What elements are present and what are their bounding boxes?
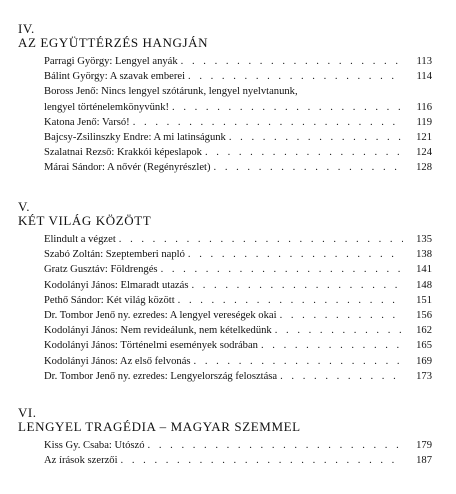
- dot-leader: [133, 115, 403, 130]
- entry-title: Szalatnai Rezső: Krakkói képeslapok: [44, 147, 202, 159]
- entry-page-number: 151: [416, 294, 432, 306]
- dot-leader: [188, 247, 403, 262]
- entry-title: Dr. Tombor Jenő ny. ezredes: A lengyel vereségek okai: [44, 310, 277, 322]
- entry-page-number: 119: [416, 116, 432, 128]
- dot-leader: [261, 338, 403, 353]
- entry-title: Szabó Zoltán: Szeptemberi napló: [44, 249, 185, 261]
- entry-title: Dr. Tombor Jenő ny. ezredes: Lengyelország felosztása: [44, 370, 278, 382]
- entry-page-number: 162: [416, 325, 432, 337]
- toc-entry: [44, 115, 432, 130]
- dot-leader: [214, 160, 403, 175]
- toc-section-vi: [18, 406, 438, 468]
- entry-title: Kodolányi János: Történelmi események sodrában: [44, 340, 258, 352]
- toc-entry: [44, 69, 432, 84]
- entry-page-number: 179: [416, 440, 432, 451]
- toc-entry: [44, 278, 432, 293]
- toc-entry: [44, 453, 432, 468]
- entry-page-number: 148: [416, 279, 432, 291]
- toc-entry: [44, 438, 432, 453]
- entry-page-number: 114: [416, 71, 432, 83]
- toc-entry: [44, 84, 432, 114]
- dot-leader: [172, 100, 403, 115]
- dot-leader: [161, 262, 403, 277]
- dot-leader: [275, 323, 403, 338]
- toc-entry: [44, 160, 432, 175]
- entry-page-number: 169: [416, 355, 432, 367]
- entry-page-number: 138: [416, 249, 432, 261]
- dot-leader: [121, 453, 403, 468]
- toc-entry: [44, 293, 432, 308]
- entry-page-number: 135: [416, 234, 432, 245]
- entry-title: lengyel történelemkönyvünk!: [44, 101, 170, 113]
- entry-page-number: 173: [416, 370, 432, 382]
- toc-entry: [44, 354, 432, 369]
- toc-entry: [44, 145, 432, 160]
- entry-title: Bálint György: A szavak emberei: [44, 71, 186, 83]
- entry-page-number: 116: [416, 101, 432, 113]
- dot-leader: [280, 369, 403, 384]
- entry-page-number: 156: [416, 310, 432, 322]
- toc-entry: [44, 247, 432, 262]
- dot-leader: [194, 354, 403, 369]
- entry-title-first-line: Boross Jenő: Nincs lengyel szótárunk, lengyel nyelvtanunk,: [44, 86, 298, 98]
- dot-leader: [280, 308, 403, 323]
- entry-title: Kiss Gy. Csaba: Utószó: [44, 440, 145, 451]
- toc-entry: [44, 262, 432, 277]
- toc-section-v: [18, 200, 438, 384]
- section-number: VI.: [18, 405, 37, 420]
- entry-title: Az írások szerzői: [44, 455, 118, 467]
- entry-page-number: 187: [416, 455, 432, 467]
- dot-leader: [148, 438, 403, 453]
- toc-entry: [44, 308, 432, 323]
- entry-title: Katona Jenő: Varsó!: [44, 116, 130, 128]
- dot-leader: [119, 232, 403, 247]
- section-number: IV.: [18, 21, 35, 36]
- toc-entry: [44, 130, 432, 145]
- entry-title: Kodolányi János: Az első felvonás: [44, 355, 191, 367]
- entry-title: Pethő Sándor: Két világ között: [44, 294, 175, 306]
- toc-entry: [44, 232, 432, 247]
- entry-title: Gratz Gusztáv: Földrengés: [44, 264, 158, 276]
- dot-leader: [229, 130, 403, 145]
- entry-page-number: 141: [416, 264, 432, 276]
- entry-title: Elindult a végzet: [44, 234, 116, 245]
- dot-leader: [188, 69, 403, 84]
- toc-entry: [44, 369, 432, 384]
- section-heading: LENGYEL TRAGÉDIA – MAGYAR SZEMMEL: [18, 419, 301, 434]
- toc-entry: [44, 323, 432, 338]
- entry-page-number: 165: [416, 340, 432, 352]
- toc-section-iv: [18, 22, 438, 176]
- entry-title: Parragi György: Lengyel anyák: [44, 56, 178, 67]
- entry-page-number: 128: [416, 162, 432, 174]
- toc-entry: [44, 54, 432, 69]
- entry-page-number: 124: [416, 147, 432, 159]
- toc-entry: [44, 338, 432, 353]
- entry-page-number: 113: [416, 56, 432, 67]
- section-number: V.: [18, 199, 30, 214]
- dot-leader: [191, 278, 403, 293]
- entry-page-number: 121: [416, 132, 432, 144]
- dot-leader: [181, 54, 403, 69]
- entry-title: Kodolányi János: Elmaradt utazás: [44, 279, 189, 291]
- entry-title: Márai Sándor: A nővér (Regényrészlet): [44, 162, 211, 174]
- section-heading: KÉT VILÁG KÖZÖTT: [18, 213, 152, 228]
- section-heading: AZ EGYÜTTÉRZÉS HANGJÁN: [18, 35, 209, 50]
- entry-title: Bajcsy-Zsilinszky Endre: A mi latinságunk: [44, 132, 226, 144]
- entry-title: Kodolányi János: Nem revideálunk, nem kételkedünk: [44, 325, 272, 337]
- dot-leader: [178, 293, 403, 308]
- dot-leader: [205, 145, 403, 160]
